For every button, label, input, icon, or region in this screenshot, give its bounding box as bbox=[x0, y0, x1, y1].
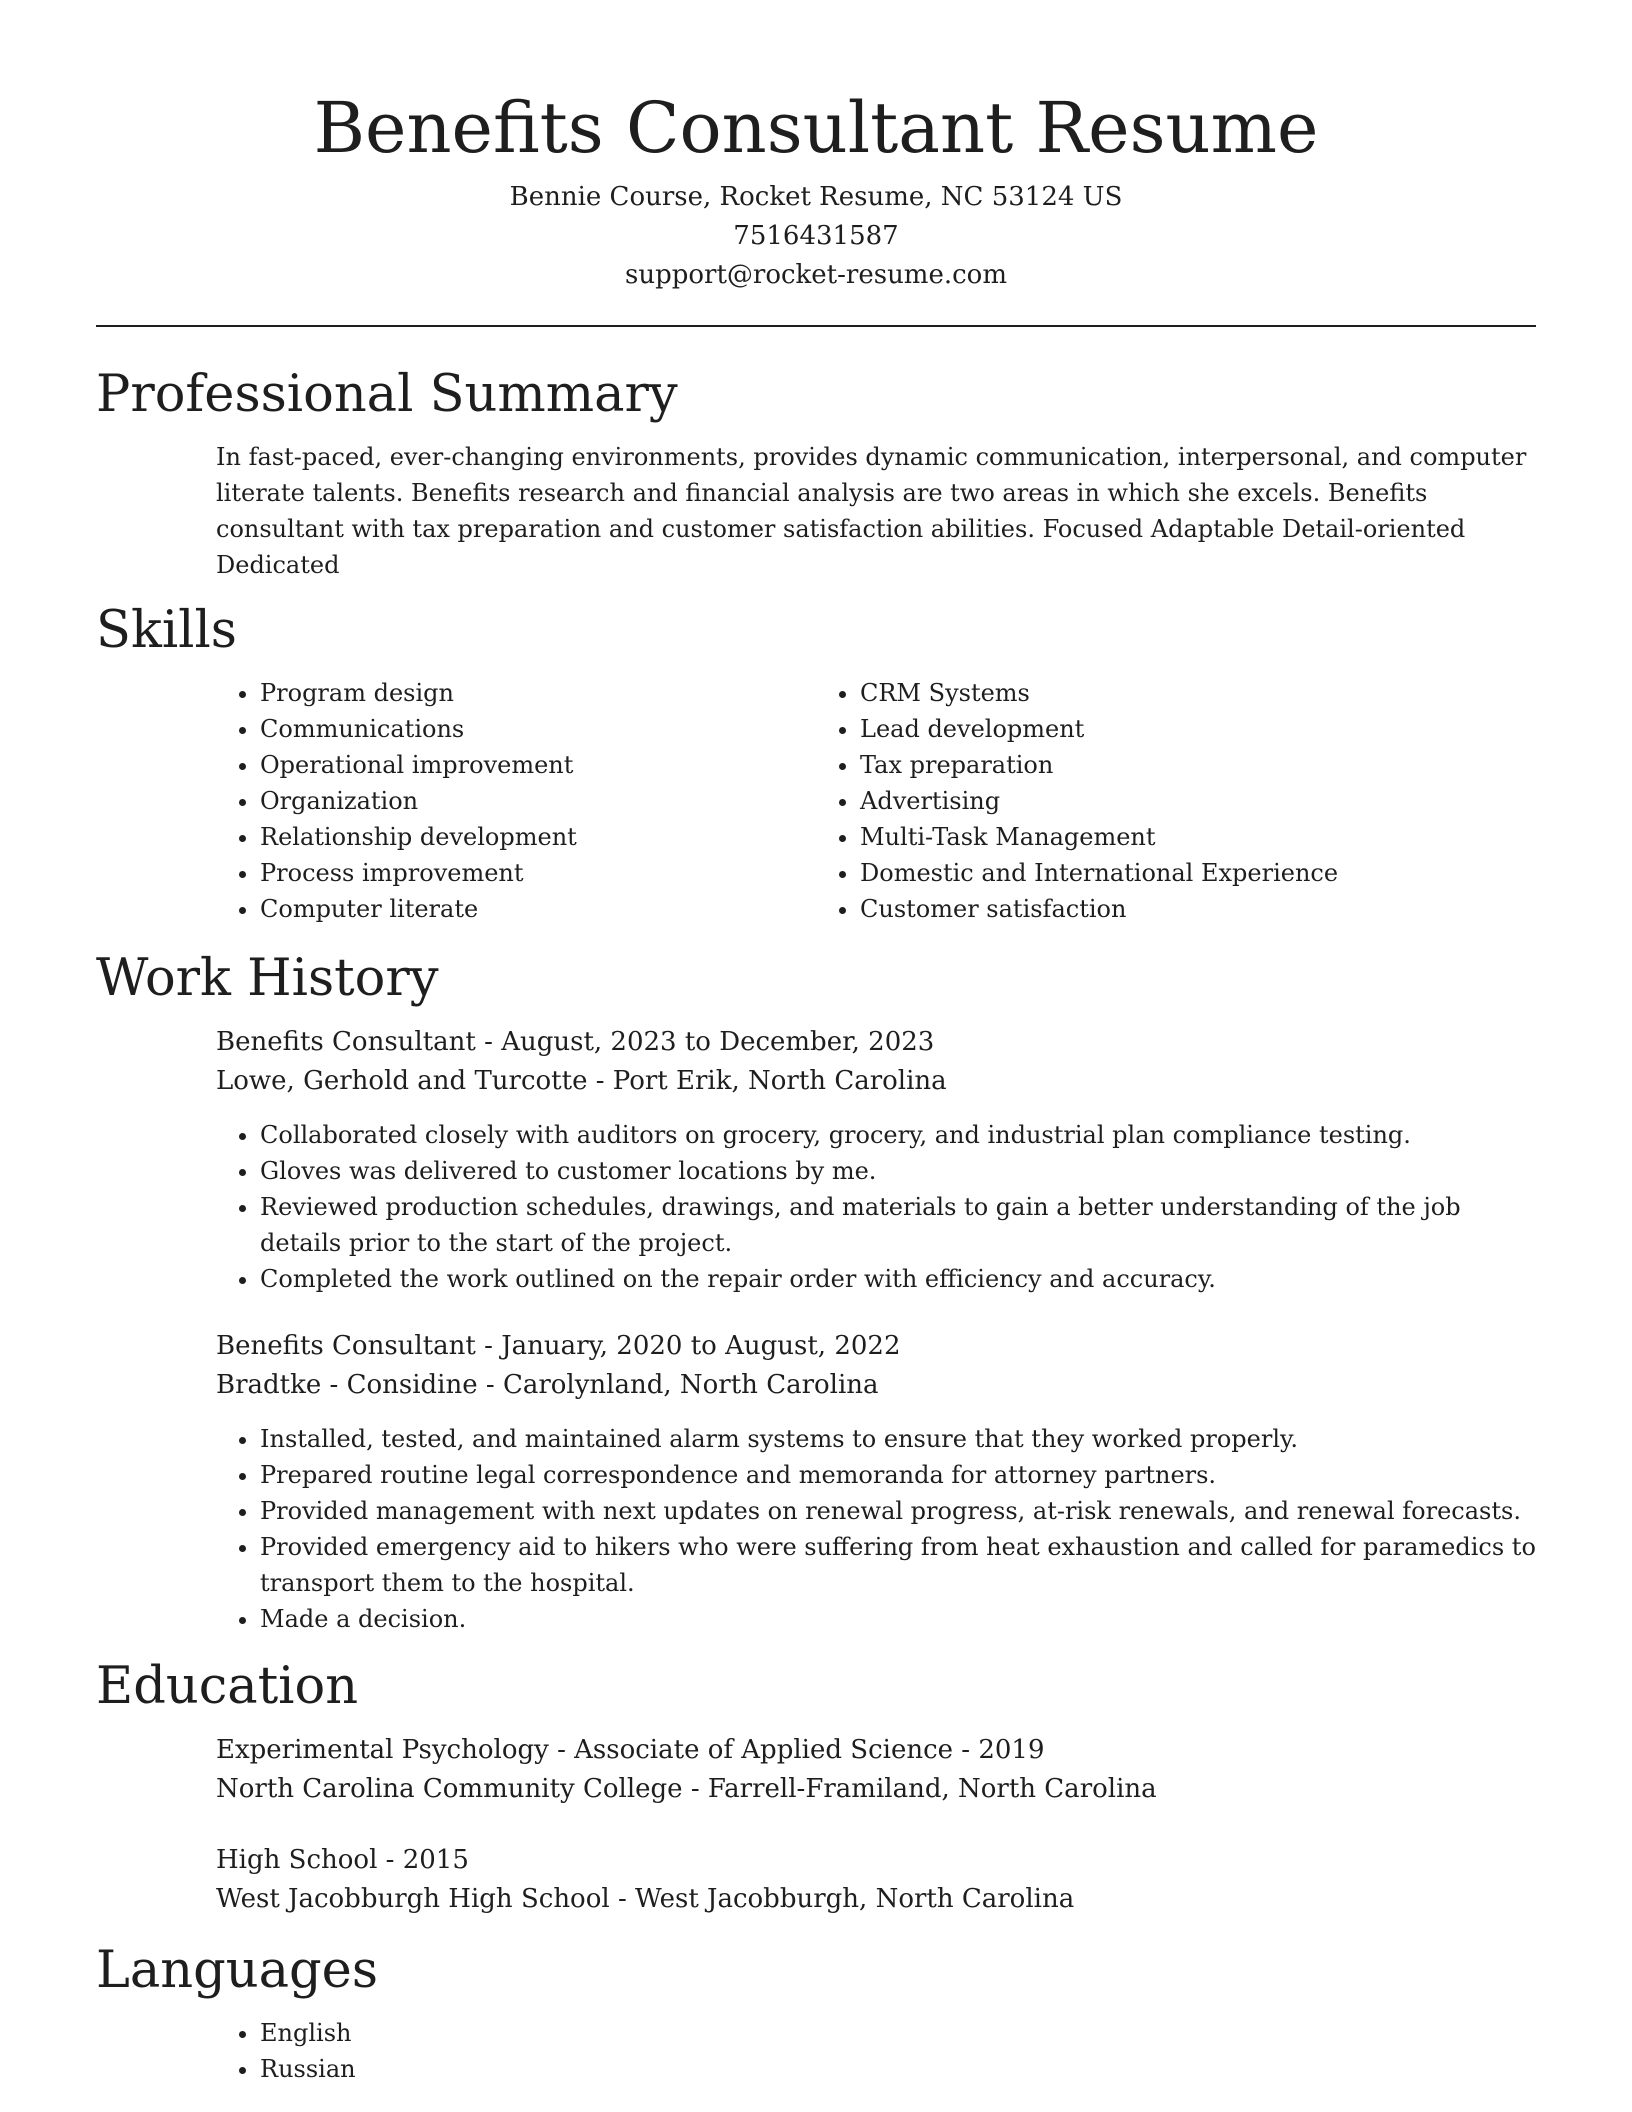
job-company-line bbox=[216, 1366, 1536, 1405]
summary-text: In fast-paced, ever-changing environments, provides dynamic communication, interpersonal, and computer literate talents. Benefits research and financial analysis are two areas in which she excels. Benefits consultant with tax preparation and customer satisfaction abilities. Focused Adaptable Detail-oriented Dedicated bbox=[216, 443, 1527, 579]
education-degree-line bbox=[216, 1731, 1536, 1770]
job-bullet: • Provided emergency aid to hikers who were suffering from heat exhaustion and called for paramedics to transport them to the hospital. bbox=[260, 1529, 1536, 1601]
skill-item: • Multi-Task Management bbox=[860, 819, 1536, 855]
job-bullet: • Collaborated closely with auditors on grocery, grocery, and industrial plan compliance testing. bbox=[260, 1117, 1536, 1153]
education-school-line bbox=[216, 1770, 1536, 1809]
skill-item: • Domestic and International Experience bbox=[860, 855, 1536, 891]
job-title-line bbox=[216, 1023, 1536, 1062]
skill-item: • Tax preparation bbox=[860, 747, 1536, 783]
contact-address: Bennie Course, Rocket Resume, NC 53124 US bbox=[509, 182, 1123, 212]
job-title: Benefits Consultant bbox=[216, 1331, 476, 1361]
job-bullet: • Provided management with next updates on renewal progress, at-risk renewals, and renewal forecasts. bbox=[260, 1493, 1536, 1529]
skill-item: • Relationship development bbox=[260, 819, 816, 855]
skill-item: • Communications bbox=[260, 711, 816, 747]
job-location: - Port Erik, North Carolina bbox=[587, 1066, 947, 1096]
job-company-line bbox=[216, 1062, 1536, 1101]
contact-block bbox=[96, 178, 1536, 295]
education-school: North Carolina Community College bbox=[216, 1774, 683, 1804]
job-company: Lowe, Gerhold and Turcotte bbox=[216, 1066, 588, 1096]
skills-column-right bbox=[816, 675, 1536, 927]
job-bullet: • Completed the work outlined on the repair order with efficiency and accuracy. bbox=[260, 1261, 1536, 1297]
contact-email: support@rocket-resume.com bbox=[624, 260, 1007, 290]
skill-item: • Program design bbox=[260, 675, 816, 711]
skill-item: • Organization bbox=[260, 783, 816, 819]
skill-item: • Advertising bbox=[860, 783, 1536, 819]
skill-item: • Lead development bbox=[860, 711, 1536, 747]
education-entry bbox=[96, 1731, 1536, 1809]
education-school-line bbox=[216, 1880, 1536, 1919]
language-item: • English bbox=[260, 2015, 1536, 2051]
education-degree: Experimental Psychology - Associate of Applied Science bbox=[216, 1735, 954, 1765]
job-bullet: • Reviewed production schedules, drawings, and materials to gain a better understanding of the job details prior to the start of the project. bbox=[260, 1189, 1536, 1261]
job-bullets bbox=[96, 1421, 1536, 1637]
skill-item: • CRM Systems bbox=[860, 675, 1536, 711]
job-title: Benefits Consultant bbox=[216, 1027, 476, 1057]
work-heading: Work History bbox=[96, 949, 439, 1008]
job-bullets bbox=[96, 1117, 1536, 1297]
education-location: - West Jacobburgh, North Carolina bbox=[609, 1884, 1075, 1914]
skill-item: • Process improvement bbox=[260, 855, 816, 891]
education-year: - 2019 bbox=[953, 1735, 1045, 1765]
education-heading: Education bbox=[96, 1657, 359, 1716]
job-dates: - August, 2023 to December, 2023 bbox=[475, 1027, 935, 1057]
job-bullet: • Prepared routine legal correspondence and memoranda for attorney partners. bbox=[260, 1457, 1536, 1493]
job-entry bbox=[96, 1023, 1536, 1101]
education-degree: High School bbox=[216, 1845, 378, 1875]
resume-page bbox=[96, 0, 1536, 2087]
skill-item: • Customer satisfaction bbox=[860, 891, 1536, 927]
job-location: - Carolynland, North Carolina bbox=[477, 1370, 879, 1400]
job-title-line bbox=[216, 1327, 1536, 1366]
job-bullet: • Made a decision. bbox=[260, 1601, 1536, 1637]
skill-item: • Computer literate bbox=[260, 891, 816, 927]
header-divider bbox=[96, 325, 1536, 327]
skill-item: • Operational improvement bbox=[260, 747, 816, 783]
skills-heading: Skills bbox=[96, 601, 237, 660]
education-school: West Jacobburgh High School bbox=[216, 1884, 610, 1914]
summary-heading: Professional Summary bbox=[96, 365, 678, 424]
education-entry bbox=[96, 1841, 1536, 1919]
resume-title: Benefits Consultant Resume bbox=[313, 87, 1319, 169]
job-bullet: • Gloves was delivered to customer locations by me. bbox=[260, 1153, 1536, 1189]
skills-list bbox=[96, 675, 1536, 927]
education-year: - 2015 bbox=[377, 1845, 469, 1875]
education-degree-line bbox=[216, 1841, 1536, 1880]
contact-phone: 7516431587 bbox=[733, 221, 899, 251]
job-entry bbox=[96, 1327, 1536, 1405]
job-dates: - January, 2020 to August, 2022 bbox=[475, 1331, 901, 1361]
job-company: Bradtke - Considine bbox=[216, 1370, 478, 1400]
languages-heading: Languages bbox=[96, 1941, 379, 2000]
job-bullet: • Installed, tested, and maintained alarm systems to ensure that they worked properly. bbox=[260, 1421, 1536, 1457]
skills-column-left bbox=[96, 675, 816, 927]
education-location: - Farrell-Framiland, North Carolina bbox=[682, 1774, 1157, 1804]
language-item: • Russian bbox=[260, 2051, 1536, 2087]
languages-list bbox=[96, 2015, 1536, 2087]
